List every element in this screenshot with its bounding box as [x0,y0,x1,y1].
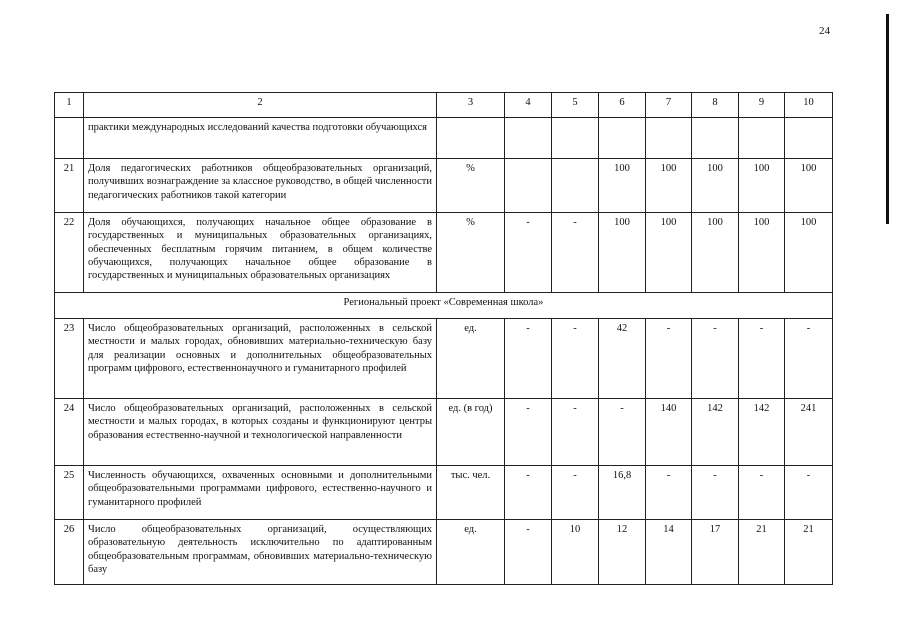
value-cell: - [552,466,599,520]
column-number: 7 [646,93,692,118]
row-number [55,118,84,159]
value-cell: 100 [692,159,739,213]
indicator-text: Численность обучающихся, охваченных основными и дополнительными общеобразовательными программами цифрового, естественно-научного и гуманитарного профилей [84,466,437,520]
table-row [55,118,833,159]
table-row [55,399,833,466]
indicator-text: Число общеобразовательных организаций, расположенных в сельской местности и малых городах, обновивших материально-техническую базу для реализации основных и дополнительных общеобразовательных программ цифрового, естественнонаучного и гуманитарного профилей [84,319,437,399]
column-number-row [55,93,833,118]
value-cell: - [692,319,739,399]
value-cell: 10 [552,520,599,585]
value-cell: 142 [739,399,785,466]
scan-edge-bar [886,14,889,224]
section-row [55,293,833,319]
value-cell: - [505,319,552,399]
unit-cell: ед. [437,319,505,399]
value-cell [505,118,552,159]
value-cell [646,118,692,159]
value-cell [552,118,599,159]
value-cell [599,118,646,159]
table-row [55,319,833,399]
value-cell [739,118,785,159]
value-cell: 12 [599,520,646,585]
indicator-text: Доля педагогических работников общеобразовательных организаций, получивших вознаграждение за классное руководство, в общей численности педагогических работников такой категории [84,159,437,213]
unit-cell: ед. (в год) [437,399,505,466]
column-number: 3 [437,93,505,118]
value-cell: 100 [692,213,739,293]
column-number: 8 [692,93,739,118]
column-number: 2 [84,93,437,118]
unit-cell: тыс. чел. [437,466,505,520]
table-row [55,520,833,585]
column-number: 9 [739,93,785,118]
indicator-text: практики международных исследований качества подготовки обучающихся [84,118,437,159]
value-cell: - [505,466,552,520]
value-cell: 100 [646,213,692,293]
value-cell: 100 [785,213,833,293]
value-cell: - [552,319,599,399]
row-number: 21 [55,159,84,213]
value-cell [552,159,599,213]
value-cell: - [692,466,739,520]
value-cell: 14 [646,520,692,585]
row-number: 26 [55,520,84,585]
table-row [55,213,833,293]
value-cell: 42 [599,319,646,399]
column-number: 4 [505,93,552,118]
indicators-table [54,92,833,585]
value-cell: - [785,466,833,520]
column-number: 1 [55,93,84,118]
value-cell: - [646,466,692,520]
column-number: 6 [599,93,646,118]
value-cell [785,118,833,159]
value-cell: - [505,399,552,466]
page-number: 24 [819,25,830,37]
indicator-text: Число общеобразовательных организаций, осуществляющих образовательную деятельность исключительно по адаптированным общеобразовательным программам, обновивших материально-техническую базу [84,520,437,585]
value-cell: - [505,213,552,293]
value-cell: - [552,213,599,293]
indicator-text: Доля обучающихся, получающих начальное общее образование в государственных и муниципальных образовательных организациях, обеспеченных бесплатным горячим питанием, в общем количестве обучающихся, получающих начальное общее образование в государственных и муниципальных образовательных организациях [84,213,437,293]
unit-cell: ед. [437,520,505,585]
unit-cell: % [437,159,505,213]
row-number: 22 [55,213,84,293]
value-cell: 100 [599,159,646,213]
unit-cell: % [437,213,505,293]
unit-cell [437,118,505,159]
column-number: 5 [552,93,599,118]
value-cell: 17 [692,520,739,585]
value-cell: 100 [599,213,646,293]
value-cell: - [739,466,785,520]
value-cell: - [599,399,646,466]
value-cell: 140 [646,399,692,466]
value-cell [505,159,552,213]
value-cell: - [739,319,785,399]
value-cell: 100 [785,159,833,213]
table-row [55,159,833,213]
value-cell: - [552,399,599,466]
value-cell: 142 [692,399,739,466]
value-cell [692,118,739,159]
column-number: 10 [785,93,833,118]
indicator-text: Число общеобразовательных организаций, расположенных в сельской местности и малых городах, в которых созданы и функционируют центры образования естественно-научной и технологической направленности [84,399,437,466]
value-cell: - [505,520,552,585]
section-title: Региональный проект «Современная школа» [55,293,833,319]
table-row [55,466,833,520]
row-number: 24 [55,399,84,466]
row-number: 23 [55,319,84,399]
value-cell: 21 [785,520,833,585]
value-cell: 100 [646,159,692,213]
value-cell: - [785,319,833,399]
row-number: 25 [55,466,84,520]
value-cell: 16,8 [599,466,646,520]
value-cell: 100 [739,159,785,213]
value-cell: 21 [739,520,785,585]
value-cell: 100 [739,213,785,293]
value-cell: - [646,319,692,399]
value-cell: 241 [785,399,833,466]
